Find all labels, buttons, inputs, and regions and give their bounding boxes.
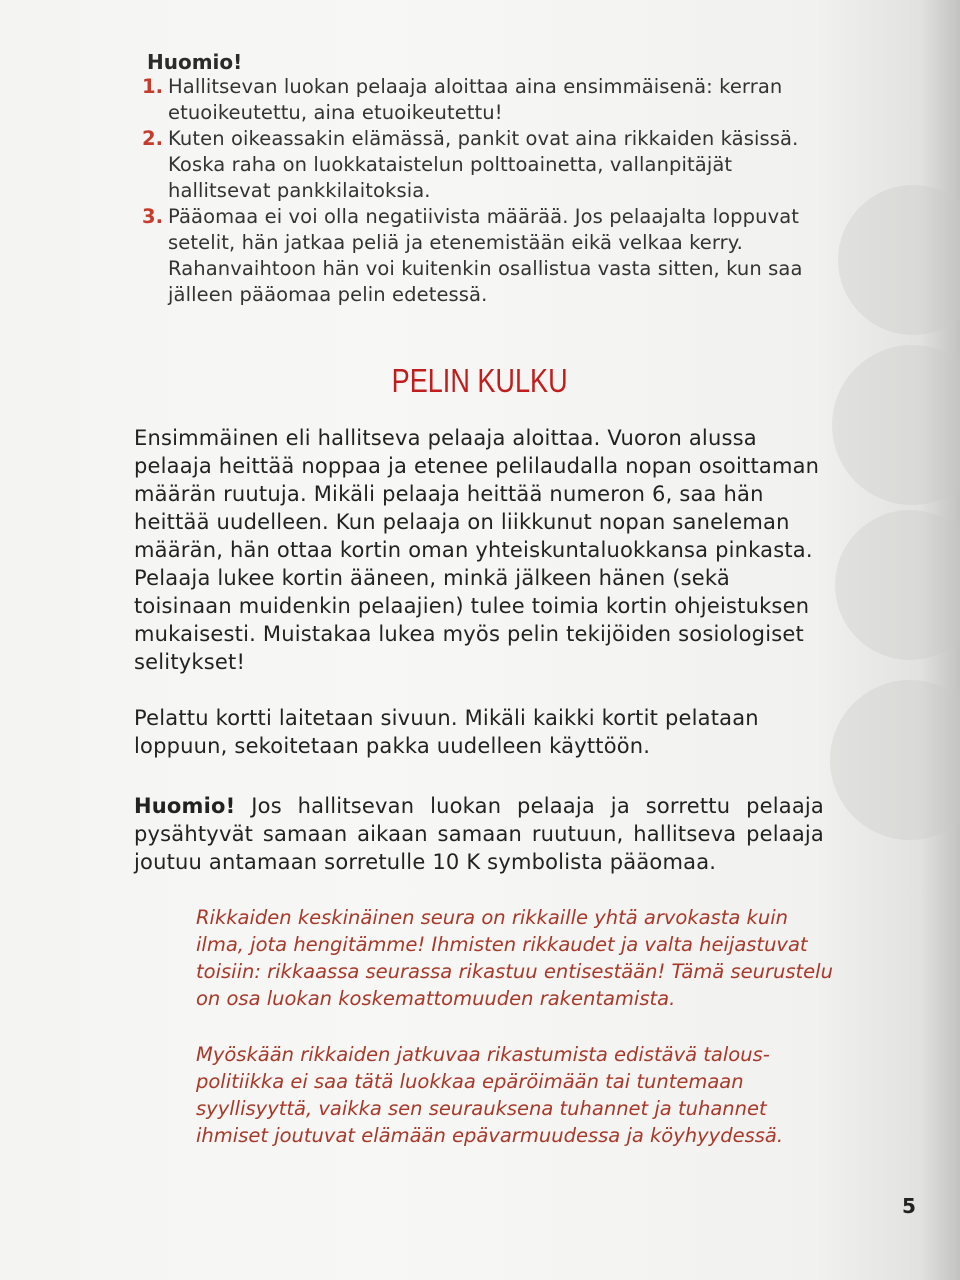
gameplay-note-text: Jos hallitsevan luokan pelaaja ja sorrettu pelaaja pysähtyvät samaan aikaan samaan ruutuun, hallitseva pelaaja joutuu antamaan sorretulle 10 K symbolista pääomaa. bbox=[134, 794, 824, 874]
notice-item-text: Pääomaa ei voi olla negatiivista määrää. Jos pelaajalta loppuvat setelit, hän jatkaa peliä ja etenemistään eikä velkaa kerry. Rahanvaihtoon hän voi kuitenkin osallistua vasta sitten, kun saa jälleen pääomaa pelin edetessä. bbox=[168, 205, 803, 306]
gameplay-note-label: Huomio! bbox=[134, 794, 236, 818]
notice-item bbox=[142, 74, 832, 126]
sociological-explanation: Myöskään rikkaiden jatkuvaa rikastumista edistävä talouspolitiikka ei saa tätä luokkaa epäröimään tai tuntemaan syyllisyyttä, vaikka sen seurauksena tuhannet ja tuhannet ihmiset joutuvat elämään epävarmuudessa ja köyhyydessä. bbox=[196, 1043, 784, 1147]
gameplay-paragraph: Pelattu kortti laitetaan sivuun. Mikäli kaikki kortit pelataan loppuun, sekoitetaan pakka uudelleen käyttöön. bbox=[134, 706, 759, 758]
notice-item bbox=[142, 126, 832, 204]
notice-item-text: Kuten oikeassakin elämässä, pankit ovat aina rikkaiden käsissä. Koska raha on luokkataistelun polttoainetta, vallanpitäjät hallitsevat pankkilaitoksia. bbox=[168, 127, 799, 202]
sociological-explanation: Rikkaiden keskinäinen seura on rikkaille yhtä arvokasta kuin ilma, jota hengitämme! Ihmisten rikkaudet ja valta heijastuvat toisiin: rikkaassa seurassa rikastuu entisestään! Tämä seurustelu on osa luokan koskemattomuuden rakentamista. bbox=[196, 906, 833, 1010]
gameplay-note bbox=[134, 792, 824, 876]
show-through-circle bbox=[838, 185, 960, 335]
show-through-circle bbox=[830, 680, 960, 840]
notice-item-number: 3. bbox=[142, 205, 163, 228]
page-number: 5 bbox=[902, 1194, 916, 1218]
notice-list bbox=[142, 74, 832, 308]
notice-item bbox=[142, 204, 832, 308]
section-title: PELIN KULKU bbox=[391, 362, 568, 399]
show-through-circle bbox=[835, 510, 960, 660]
notice-heading: Huomio! bbox=[147, 50, 243, 74]
gameplay-paragraph: Ensimmäinen eli hallitseva pelaaja aloittaa. Vuoron alussa pelaaja heittää noppaa ja etenee pelilaudalla nopan osoittaman määrän ruutuja. Mikäli pelaaja heittää numeron 6, saa hän heittää uudelleen. Kun pelaaja on liikkunut nopan saneleman määrän, hän ottaa kortin oman yhteiskuntaluokkansa pinkasta. Pelaaja lukee kortin ääneen, minkä jälkeen hänen (sekä toisinaan muidenkin pelaajien) tulee toimia kortin ohjeistuksen mukaisesti. Muistakaa lukea myös pelin tekijöiden sosiologiset selitykset! bbox=[134, 426, 820, 674]
notice-item-number: 1. bbox=[142, 75, 163, 98]
notice-item-text: Hallitsevan luokan pelaaja aloittaa aina ensimmäisenä: kerran etuoikeutettu, aina etuoikeutettu! bbox=[168, 75, 783, 124]
notice-item-number: 2. bbox=[142, 127, 163, 150]
